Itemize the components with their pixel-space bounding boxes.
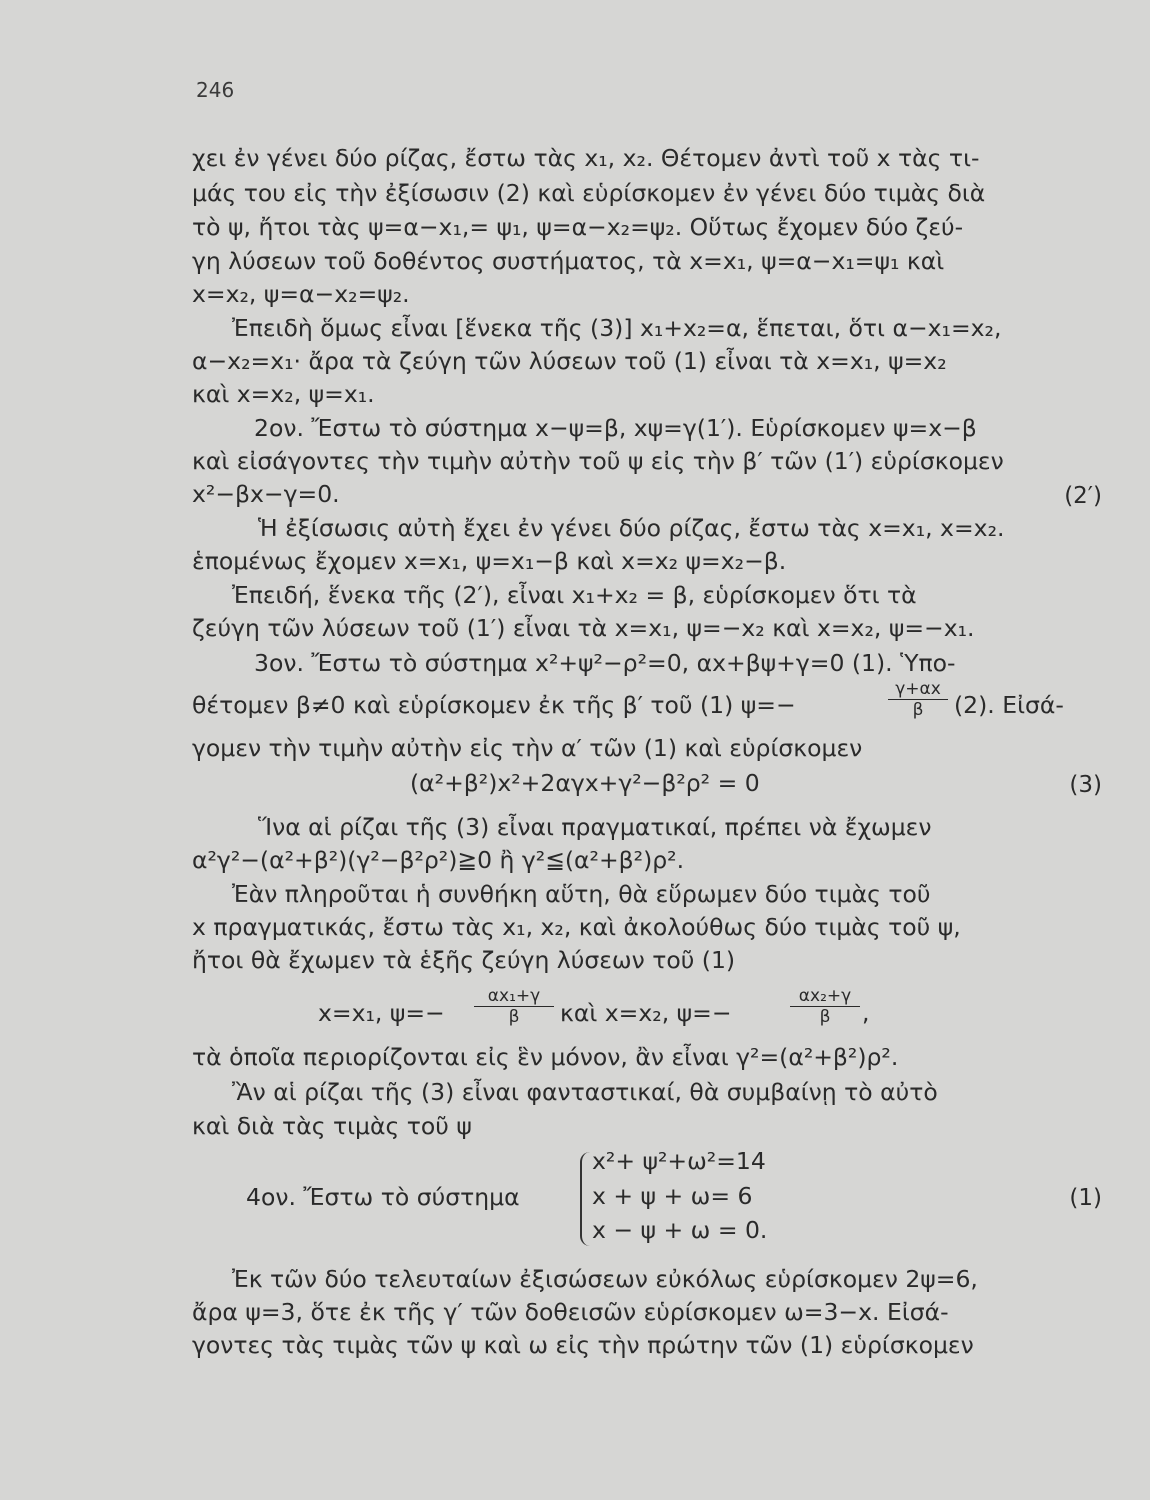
system-label: 4ον. Ἔστω τὸ σύστημα xyxy=(246,1183,520,1211)
text-line: x²−βx−γ=0. xyxy=(192,480,340,508)
text-line: Ἡ ἐξίσωσις αὐτὴ ἔχει ἐν γένει δύο ρίζας, ἔστω τὰς x=x₁, x=x₂. xyxy=(258,514,1005,542)
fraction-numerator: αx₁+γ xyxy=(474,986,554,1007)
display-equation: (α²+β²)x²+2αγx+γ²−β²ρ² = 0 xyxy=(410,769,760,797)
text-line: (2). Εἰσά- xyxy=(954,691,1064,719)
text-line: ζεύγη τῶν λύσεων τοῦ (1′) εἶναι τὰ x=x₁, ψ=−x₂ καὶ x=x₂, ψ=−x₁. xyxy=(192,614,975,642)
text-line: καὶ διὰ τὰς τιμὰς τοῦ ψ xyxy=(192,1112,472,1140)
fraction-numerator: γ+αx xyxy=(888,679,948,700)
text-line: Ἐκ τῶν δύο τελευταίων ἐξισώσεων εὐκόλως εὑρίσκομεν 2ψ=6, xyxy=(232,1265,978,1293)
text-line: ἤτοι θὰ ἔχωμεν τὰ ἑξῆς ζεύγη λύσεων τοῦ (1) xyxy=(192,946,736,974)
text-line: Ἂν αἱ ρίζαι τῆς (3) εἶναι φανταστικαί, θὰ συμβαίνῃ τὸ αὐτὸ xyxy=(232,1078,938,1106)
text-line: τὸ ψ, ἤτοι τὰς ψ=α−x₁,= ψ₁, ψ=α−x₂=ψ₂. Οὕτως ἔχομεν δύο ζεύ- xyxy=(192,213,964,241)
fraction-denominator: β xyxy=(819,1007,831,1027)
fraction xyxy=(790,986,860,1027)
text-line: γοντες τὰς τιμὰς τῶν ψ καὶ ω εἰς τὴν πρώτην τῶν (1) εὑρίσκομεν xyxy=(192,1331,974,1359)
text-line: Ἐὰν πληροῦται ἡ συνθήκη αὕτη, θὰ εὕρωμεν δύο τιμὰς τοῦ xyxy=(232,880,931,908)
text-line: καὶ εἰσάγοντες τὴν τιμὴν αὐτὴν τοῦ ψ εἰς τὴν β′ τῶν (1′) εὑρίσκομεν xyxy=(192,447,1004,475)
text-line: μάς του εἰς τὴν ἐξίσωσιν (2) καὶ εὑρίσκομεν ἐν γένει δύο τιμὰς διὰ xyxy=(192,179,986,207)
page-number: 246 xyxy=(196,78,235,102)
fraction-numerator: αx₂+γ xyxy=(790,986,860,1007)
text-line: ἄρα ψ=3, ὅτε ἐκ τῆς γ′ τῶν δοθεισῶν εὑρίσκομεν ω=3−x. Εἰσά- xyxy=(192,1298,949,1326)
equation-tag: (2′) xyxy=(1064,483,1102,509)
text-line: ἑπομένως ἔχομεν x=x₁, ψ=x₁−β καὶ x=x₂ ψ=x₂−β. xyxy=(192,547,787,575)
text-line: χει ἐν γένει δύο ρίζας, ἔστω τὰς x₁, x₂. Θέτομεν ἀντὶ τοῦ x τὰς τι- xyxy=(192,144,980,172)
text-line: Ἐπειδή, ἕνεκα τῆς (2′), εἶναι x₁+x₂ = β, εὑρίσκομεν ὅτι τὰ xyxy=(232,581,917,609)
text-line: x πραγματικάς, ἔστω τὰς x₁, x₂, καὶ ἀκολούθως δύο τιμὰς τοῦ ψ, xyxy=(192,913,961,941)
text-line: Ἐπειδὴ ὅμως εἶναι [ἕνεκα τῆς (3)] x₁+x₂=α, ἕπεται, ὅτι α−x₁=x₂, xyxy=(232,314,1002,342)
text-line: x=x₁, ψ=− xyxy=(318,999,445,1027)
text-line: Ἵνα αἱ ρίζαι τῆς (3) εἶναι πραγματικαί, πρέπει νὰ ἔχωμεν xyxy=(258,813,932,841)
text-line: καὶ x=x₂, ψ=− xyxy=(560,999,732,1027)
system-equation: x + ψ + ω= 6 xyxy=(592,1182,753,1210)
text-line: 2ον. Ἔστω τὸ σύστημα x−ψ=β, xψ=γ(1′). Εὑρίσκομεν ψ=x−β xyxy=(254,414,977,442)
text-line: τὰ ὁποῖα περιορίζονται εἰς ἓν μόνον, ἂν εἶναι γ²=(α²+β²)ρ². xyxy=(192,1043,899,1071)
text-line: γομεν τὴν τιμὴν αὐτὴν εἰς τὴν α′ τῶν (1) καὶ εὑρίσκομεν xyxy=(192,734,863,762)
fraction-denominator: β xyxy=(912,700,924,720)
text-line: x=x₂, ψ=α−x₂=ψ₂. xyxy=(192,280,410,308)
system-equation: x − ψ + ω = 0. xyxy=(592,1216,768,1244)
text-line: 3ον. Ἔστω τὸ σύστημα x²+ψ²−ρ²=0, αx+βψ+γ=0 (1). Ὑπο- xyxy=(254,649,956,677)
text-line: α−x₂=x₁· ἄρα τὰ ζεύγη τῶν λύσεων τοῦ (1) εἶναι τὰ x=x₁, ψ=x₂ xyxy=(192,347,947,375)
text-line: α²γ²−(α²+β²)(γ²−β²ρ²)≧0 ἢ γ²≦(α²+β²)ρ². xyxy=(192,846,685,874)
fraction xyxy=(888,679,948,720)
fraction xyxy=(474,986,554,1027)
fraction-denominator: β xyxy=(508,1007,520,1027)
text-line: , xyxy=(862,999,870,1027)
text-line: θέτομεν β≠0 καὶ εὑρίσκομεν ἐκ τῆς β′ τοῦ (1) ψ=− xyxy=(192,691,796,719)
brace-icon xyxy=(580,1152,590,1246)
equation-tag: (3) xyxy=(1069,772,1102,798)
system-equation: x²+ ψ²+ω²=14 xyxy=(592,1147,766,1175)
text-line: καὶ x=x₂, ψ=x₁. xyxy=(192,380,375,408)
equation-tag: (1) xyxy=(1069,1185,1102,1211)
text-line: γη λύσεων τοῦ δοθέντος συστήματος, τὰ x=x₁, ψ=α−x₁=ψ₁ καὶ xyxy=(192,247,945,275)
